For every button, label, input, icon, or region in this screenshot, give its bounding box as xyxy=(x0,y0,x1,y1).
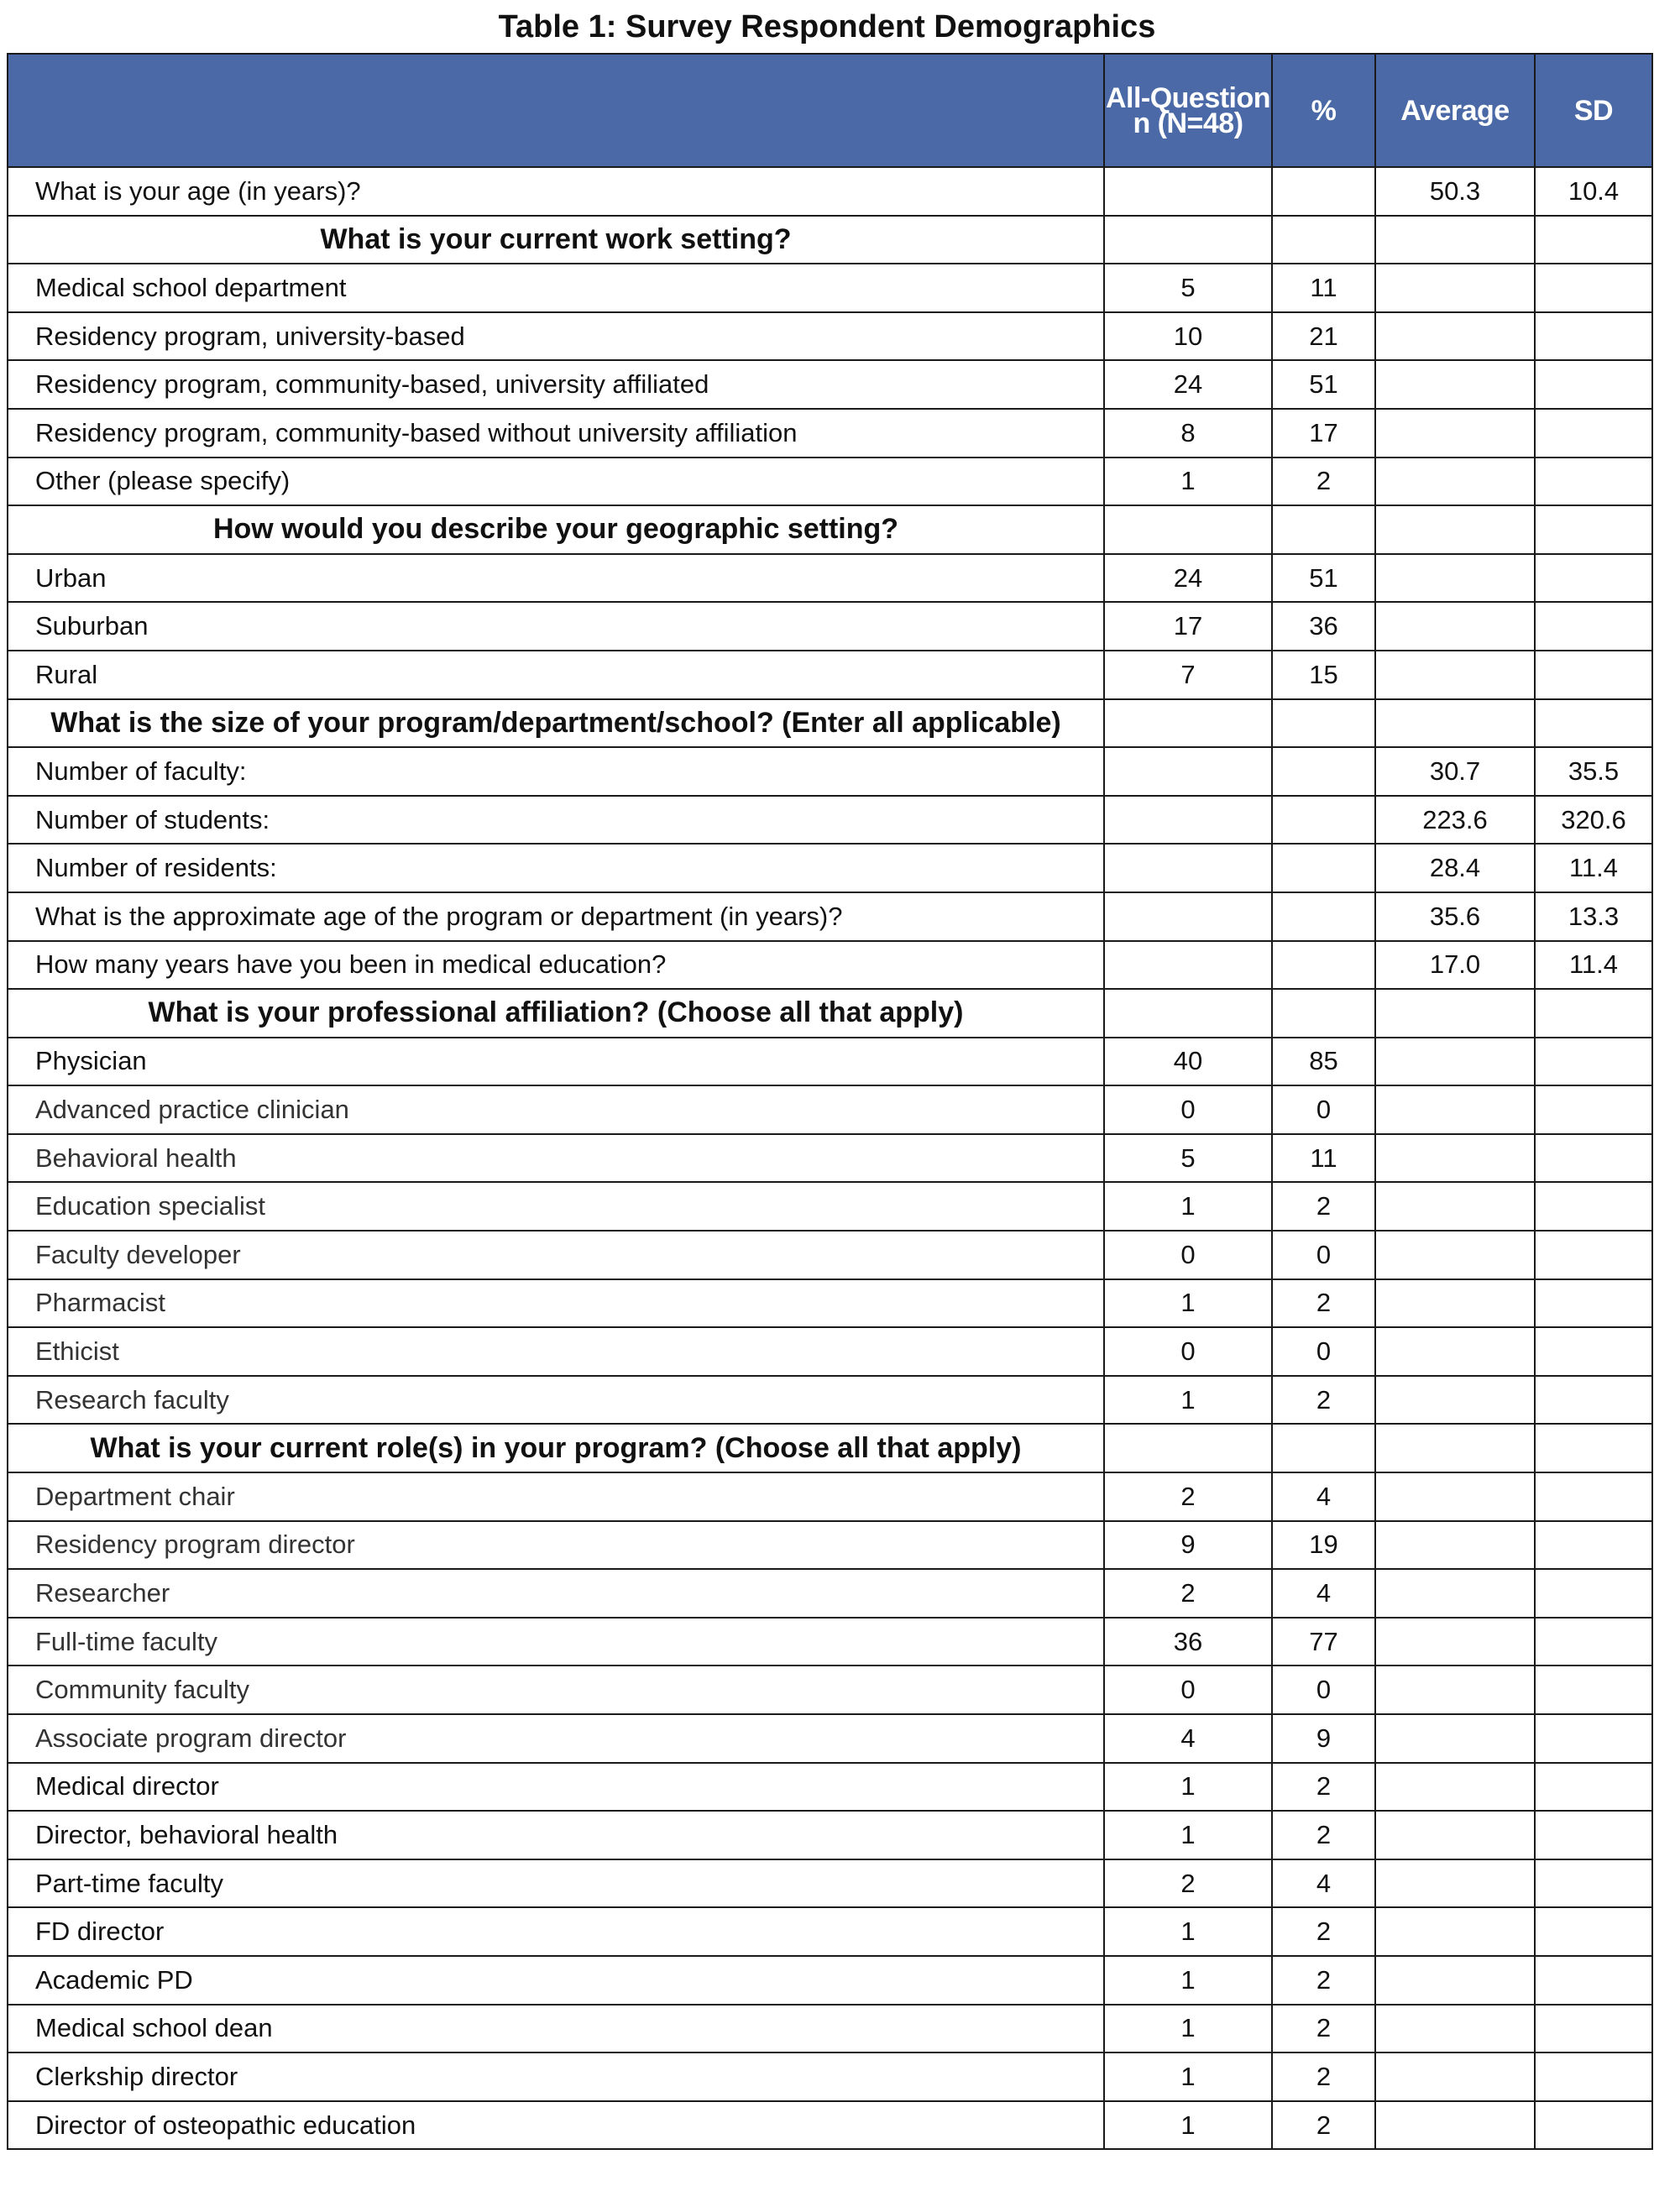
row-percent: 19 xyxy=(1272,1521,1375,1570)
row-label: Suburban xyxy=(8,602,1104,651)
row-label: Director, behavioral health xyxy=(8,1811,1104,1859)
row-sd xyxy=(1535,602,1652,651)
row-average: 30.7 xyxy=(1375,747,1535,796)
table-row xyxy=(8,941,1652,990)
row-label: Medical school department xyxy=(8,264,1104,312)
row-average: 223.6 xyxy=(1375,796,1535,845)
row-percent xyxy=(1272,941,1375,990)
header-row xyxy=(8,54,1652,167)
table-row xyxy=(8,1907,1652,1956)
row-average xyxy=(1375,1134,1535,1183)
table-row xyxy=(8,2053,1652,2101)
row-n: 1 xyxy=(1104,1811,1272,1859)
row-sd xyxy=(1535,1763,1652,1812)
row-n xyxy=(1104,699,1272,748)
row-average xyxy=(1375,1231,1535,1279)
row-label: What is your age (in years)? xyxy=(8,167,1104,216)
row-average xyxy=(1375,458,1535,506)
row-sd: 11.4 xyxy=(1535,941,1652,990)
row-percent: 77 xyxy=(1272,1618,1375,1666)
row-average xyxy=(1375,1424,1535,1472)
row-n: 7 xyxy=(1104,651,1272,699)
row-n: 1 xyxy=(1104,458,1272,506)
table-row xyxy=(8,892,1652,941)
table-header xyxy=(8,54,1652,167)
row-sd xyxy=(1535,1666,1652,1714)
table-row xyxy=(8,844,1652,892)
row-sd xyxy=(1535,1038,1652,1086)
row-label: Number of residents: xyxy=(8,844,1104,892)
row-n xyxy=(1104,796,1272,845)
row-average xyxy=(1375,602,1535,651)
row-sd xyxy=(1535,1618,1652,1666)
row-sd xyxy=(1535,1811,1652,1859)
row-label: How would you describe your geographic setting? xyxy=(8,505,1104,554)
row-average xyxy=(1375,1521,1535,1570)
row-sd xyxy=(1535,1714,1652,1763)
row-average xyxy=(1375,1569,1535,1618)
row-percent xyxy=(1272,989,1375,1038)
row-n: 9 xyxy=(1104,1521,1272,1570)
row-n: 1 xyxy=(1104,2101,1272,2150)
row-average xyxy=(1375,651,1535,699)
row-percent: 9 xyxy=(1272,1714,1375,1763)
row-n: 1 xyxy=(1104,2053,1272,2101)
table-title: Table 1: Survey Respondent Demographics xyxy=(498,9,1156,44)
row-percent: 2 xyxy=(1272,1956,1375,2005)
row-n: 1 xyxy=(1104,1376,1272,1425)
row-percent xyxy=(1272,505,1375,554)
table-row xyxy=(8,1521,1652,1570)
row-percent: 51 xyxy=(1272,360,1375,409)
row-sd xyxy=(1535,989,1652,1038)
table-row xyxy=(8,1569,1652,1618)
table-row xyxy=(8,1038,1652,1086)
row-label: Number of students: xyxy=(8,796,1104,845)
row-label: FD director xyxy=(8,1907,1104,1956)
row-average xyxy=(1375,1714,1535,1763)
table-row xyxy=(8,1956,1652,2005)
table-row xyxy=(8,1327,1652,1376)
row-label: What is the size of your program/department/school? (Enter all applicable) xyxy=(8,699,1104,748)
row-average: 17.0 xyxy=(1375,941,1535,990)
row-percent: 0 xyxy=(1272,1231,1375,1279)
row-sd xyxy=(1535,1472,1652,1521)
row-sd xyxy=(1535,409,1652,458)
row-n xyxy=(1104,989,1272,1038)
row-n: 0 xyxy=(1104,1327,1272,1376)
row-percent: 0 xyxy=(1272,1327,1375,1376)
row-label: Physician xyxy=(8,1038,1104,1086)
row-label: Faculty developer xyxy=(8,1231,1104,1279)
row-percent: 2 xyxy=(1272,2005,1375,2053)
row-average xyxy=(1375,1279,1535,1328)
row-label: Researcher xyxy=(8,1569,1104,1618)
table-row xyxy=(8,1714,1652,1763)
row-label: Advanced practice clinician xyxy=(8,1085,1104,1134)
row-percent: 2 xyxy=(1272,1907,1375,1956)
row-n: 5 xyxy=(1104,1134,1272,1183)
row-label: Education specialist xyxy=(8,1182,1104,1231)
row-sd: 35.5 xyxy=(1535,747,1652,796)
row-sd xyxy=(1535,1279,1652,1328)
row-n: 40 xyxy=(1104,1038,1272,1086)
table-row xyxy=(8,264,1652,312)
row-percent: 4 xyxy=(1272,1859,1375,1908)
table-row xyxy=(8,602,1652,651)
row-n: 0 xyxy=(1104,1085,1272,1134)
table-row xyxy=(8,1472,1652,1521)
row-label: Academic PD xyxy=(8,1956,1104,2005)
row-sd xyxy=(1535,651,1652,699)
row-sd xyxy=(1535,554,1652,603)
row-label: Medical school dean xyxy=(8,2005,1104,2053)
row-percent: 11 xyxy=(1272,264,1375,312)
table-row xyxy=(8,2101,1652,2150)
row-n: 10 xyxy=(1104,312,1272,361)
table-row xyxy=(8,1376,1652,1425)
row-percent xyxy=(1272,844,1375,892)
row-n: 1 xyxy=(1104,1763,1272,1812)
row-average xyxy=(1375,216,1535,264)
row-average xyxy=(1375,409,1535,458)
row-percent: 2 xyxy=(1272,1182,1375,1231)
row-percent: 4 xyxy=(1272,1569,1375,1618)
row-sd xyxy=(1535,2101,1652,2150)
row-n: 1 xyxy=(1104,1907,1272,1956)
row-label: Residency program, university-based xyxy=(8,312,1104,361)
table-row xyxy=(8,554,1652,603)
row-n xyxy=(1104,747,1272,796)
table-row xyxy=(8,167,1652,216)
row-label: Research faculty xyxy=(8,1376,1104,1425)
row-average xyxy=(1375,1085,1535,1134)
row-label: Medical director xyxy=(8,1763,1104,1812)
row-sd xyxy=(1535,505,1652,554)
row-n: 1 xyxy=(1104,1956,1272,2005)
row-sd xyxy=(1535,2053,1652,2101)
row-percent: 4 xyxy=(1272,1472,1375,1521)
row-percent: 2 xyxy=(1272,2101,1375,2150)
row-n xyxy=(1104,892,1272,941)
row-average xyxy=(1375,989,1535,1038)
table-row xyxy=(8,796,1652,845)
row-percent: 2 xyxy=(1272,2053,1375,2101)
demographics-table xyxy=(7,53,1653,2150)
table-row xyxy=(8,1134,1652,1183)
row-average xyxy=(1375,699,1535,748)
row-label: Other (please specify) xyxy=(8,458,1104,506)
table-row xyxy=(8,1279,1652,1328)
row-n: 1 xyxy=(1104,1279,1272,1328)
row-sd xyxy=(1535,2005,1652,2053)
row-average xyxy=(1375,1956,1535,2005)
row-average xyxy=(1375,2005,1535,2053)
row-label: Residency program, community-based, university affiliated xyxy=(8,360,1104,409)
row-sd xyxy=(1535,360,1652,409)
row-label: Director of osteopathic education xyxy=(8,2101,1104,2150)
row-average xyxy=(1375,1376,1535,1425)
row-average xyxy=(1375,1038,1535,1086)
row-percent xyxy=(1272,699,1375,748)
row-percent: 0 xyxy=(1272,1666,1375,1714)
row-label: Rural xyxy=(8,651,1104,699)
table-body xyxy=(8,167,1652,2149)
header-label-cell xyxy=(8,54,1104,167)
row-average xyxy=(1375,2101,1535,2150)
row-sd: 13.3 xyxy=(1535,892,1652,941)
row-average xyxy=(1375,360,1535,409)
row-sd xyxy=(1535,458,1652,506)
row-sd: 320.6 xyxy=(1535,796,1652,845)
row-label: What is your current work setting? xyxy=(8,216,1104,264)
row-percent xyxy=(1272,796,1375,845)
row-label: Pharmacist xyxy=(8,1279,1104,1328)
row-average xyxy=(1375,1763,1535,1812)
table-row xyxy=(8,1666,1652,1714)
row-label: Part-time faculty xyxy=(8,1859,1104,1908)
row-n: 1 xyxy=(1104,1182,1272,1231)
row-percent: 85 xyxy=(1272,1038,1375,1086)
row-n: 24 xyxy=(1104,554,1272,603)
row-label: Associate program director xyxy=(8,1714,1104,1763)
row-label: Full-time faculty xyxy=(8,1618,1104,1666)
row-average xyxy=(1375,1182,1535,1231)
row-average xyxy=(1375,1859,1535,1908)
row-n: 0 xyxy=(1104,1666,1272,1714)
table-row xyxy=(8,1231,1652,1279)
row-label: Department chair xyxy=(8,1472,1104,1521)
row-average: 50.3 xyxy=(1375,167,1535,216)
row-sd xyxy=(1535,312,1652,361)
row-average xyxy=(1375,1472,1535,1521)
row-average xyxy=(1375,505,1535,554)
row-sd xyxy=(1535,1327,1652,1376)
row-percent: 2 xyxy=(1272,1376,1375,1425)
row-n: 2 xyxy=(1104,1472,1272,1521)
row-label: Urban xyxy=(8,554,1104,603)
row-n xyxy=(1104,505,1272,554)
section-header-row xyxy=(8,989,1652,1038)
row-sd xyxy=(1535,699,1652,748)
row-sd xyxy=(1535,1424,1652,1472)
row-sd xyxy=(1535,1182,1652,1231)
row-percent: 11 xyxy=(1272,1134,1375,1183)
section-header-row xyxy=(8,1424,1652,1472)
table-row xyxy=(8,1085,1652,1134)
table-row xyxy=(8,409,1652,458)
row-n: 2 xyxy=(1104,1569,1272,1618)
row-percent xyxy=(1272,167,1375,216)
row-sd xyxy=(1535,1376,1652,1425)
section-header-row xyxy=(8,699,1652,748)
row-percent: 2 xyxy=(1272,458,1375,506)
row-percent: 0 xyxy=(1272,1085,1375,1134)
row-n: 5 xyxy=(1104,264,1272,312)
row-label: Residency program, community-based without university affiliation xyxy=(8,409,1104,458)
row-n: 1 xyxy=(1104,2005,1272,2053)
row-sd xyxy=(1535,1956,1652,2005)
row-sd xyxy=(1535,1521,1652,1570)
row-average xyxy=(1375,1618,1535,1666)
table-row xyxy=(8,458,1652,506)
row-average: 35.6 xyxy=(1375,892,1535,941)
header-percent: % xyxy=(1272,54,1375,167)
row-sd xyxy=(1535,1907,1652,1956)
row-label: Clerkship director xyxy=(8,2053,1104,2101)
row-sd xyxy=(1535,216,1652,264)
row-label: Behavioral health xyxy=(8,1134,1104,1183)
row-average xyxy=(1375,1907,1535,1956)
row-percent: 21 xyxy=(1272,312,1375,361)
table-row xyxy=(8,1182,1652,1231)
row-n: 36 xyxy=(1104,1618,1272,1666)
row-percent: 51 xyxy=(1272,554,1375,603)
row-average xyxy=(1375,2053,1535,2101)
row-n: 17 xyxy=(1104,602,1272,651)
header-sd: SD xyxy=(1535,54,1652,167)
section-header-row xyxy=(8,216,1652,264)
row-sd xyxy=(1535,264,1652,312)
header-n: All-Question n (N=48) xyxy=(1104,54,1272,167)
row-average xyxy=(1375,312,1535,361)
row-average xyxy=(1375,264,1535,312)
table-row xyxy=(8,1763,1652,1812)
row-sd: 10.4 xyxy=(1535,167,1652,216)
row-label: What is the approximate age of the program or department (in years)? xyxy=(8,892,1104,941)
row-average xyxy=(1375,554,1535,603)
row-sd xyxy=(1535,1569,1652,1618)
row-n: 4 xyxy=(1104,1714,1272,1763)
row-percent: 2 xyxy=(1272,1279,1375,1328)
table-row xyxy=(8,1618,1652,1666)
row-sd xyxy=(1535,1859,1652,1908)
row-average xyxy=(1375,1666,1535,1714)
row-label: What is your professional affiliation? (Choose all that apply) xyxy=(8,989,1104,1038)
row-n xyxy=(1104,941,1272,990)
table-row xyxy=(8,360,1652,409)
row-label: Residency program director xyxy=(8,1521,1104,1570)
table-row xyxy=(8,1811,1652,1859)
row-label: What is your current role(s) in your program? (Choose all that apply) xyxy=(8,1424,1104,1472)
row-percent: 2 xyxy=(1272,1811,1375,1859)
row-n xyxy=(1104,216,1272,264)
row-sd xyxy=(1535,1085,1652,1134)
row-percent: 15 xyxy=(1272,651,1375,699)
row-sd xyxy=(1535,1231,1652,1279)
table-row xyxy=(8,312,1652,361)
row-sd xyxy=(1535,1134,1652,1183)
row-n: 2 xyxy=(1104,1859,1272,1908)
row-label: Community faculty xyxy=(8,1666,1104,1714)
row-n: 24 xyxy=(1104,360,1272,409)
row-label: Ethicist xyxy=(8,1327,1104,1376)
row-percent xyxy=(1272,892,1375,941)
table-row xyxy=(8,747,1652,796)
table-row xyxy=(8,2005,1652,2053)
table-row xyxy=(8,651,1652,699)
row-n xyxy=(1104,844,1272,892)
row-average xyxy=(1375,1327,1535,1376)
row-percent: 17 xyxy=(1272,409,1375,458)
row-percent xyxy=(1272,747,1375,796)
row-average: 28.4 xyxy=(1375,844,1535,892)
row-percent: 36 xyxy=(1272,602,1375,651)
row-label: Number of faculty: xyxy=(8,747,1104,796)
row-n xyxy=(1104,1424,1272,1472)
row-n: 8 xyxy=(1104,409,1272,458)
row-sd: 11.4 xyxy=(1535,844,1652,892)
row-n: 0 xyxy=(1104,1231,1272,1279)
row-percent: 2 xyxy=(1272,1763,1375,1812)
row-average xyxy=(1375,1811,1535,1859)
row-percent xyxy=(1272,216,1375,264)
row-n xyxy=(1104,167,1272,216)
header-average: Average xyxy=(1375,54,1535,167)
section-header-row xyxy=(8,505,1652,554)
row-percent xyxy=(1272,1424,1375,1472)
row-label: How many years have you been in medical education? xyxy=(8,941,1104,990)
table-row xyxy=(8,1859,1652,1908)
